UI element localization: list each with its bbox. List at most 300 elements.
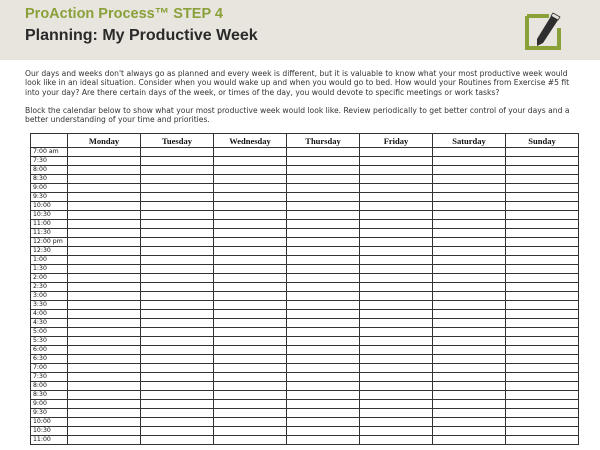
calendar-cell-friday[interactable] — [360, 400, 433, 409]
calendar-cell-tuesday[interactable] — [141, 247, 214, 256]
calendar-cell-sunday[interactable] — [506, 157, 579, 166]
time-slot-row — [31, 265, 579, 274]
calendar-cell-thursday[interactable] — [287, 247, 360, 256]
calendar-cell-tuesday[interactable] — [141, 175, 214, 184]
time-label: 3:30 — [31, 301, 68, 310]
calendar-cell-wednesday[interactable] — [214, 310, 287, 319]
calendar-cell-sunday[interactable] — [506, 328, 579, 337]
day-header-monday: Monday — [68, 134, 141, 148]
calendar-cell-saturday[interactable] — [433, 202, 506, 211]
calendar-cell-wednesday[interactable] — [214, 283, 287, 292]
calendar-cell-saturday[interactable] — [433, 229, 506, 238]
calendar-cell-saturday[interactable] — [433, 373, 506, 382]
calendar-cell-monday[interactable] — [68, 418, 141, 427]
time-slot-row — [31, 193, 579, 202]
calendar-cell-saturday[interactable] — [433, 256, 506, 265]
calendar-cell-monday[interactable] — [68, 283, 141, 292]
calendar-cell-monday[interactable] — [68, 292, 141, 301]
day-header-sunday: Sunday — [506, 134, 579, 148]
calendar-cell-wednesday[interactable] — [214, 184, 287, 193]
calendar-cell-monday[interactable] — [68, 346, 141, 355]
time-slot-row — [31, 355, 579, 364]
calendar-cell-thursday[interactable] — [287, 382, 360, 391]
calendar-cell-sunday[interactable] — [506, 310, 579, 319]
calendar-cell-tuesday[interactable] — [141, 400, 214, 409]
calendar-cell-thursday[interactable] — [287, 184, 360, 193]
calendar-cell-monday[interactable] — [68, 391, 141, 400]
calendar-cell-wednesday[interactable] — [214, 175, 287, 184]
calendar-cell-tuesday[interactable] — [141, 391, 214, 400]
calendar-cell-tuesday[interactable] — [141, 220, 214, 229]
calendar-cell-wednesday[interactable] — [214, 148, 287, 157]
calendar-cell-monday[interactable] — [68, 211, 141, 220]
time-label: 6:30 — [31, 355, 68, 364]
time-slot-row — [31, 427, 579, 436]
calendar-cell-sunday[interactable] — [506, 373, 579, 382]
calendar-cell-wednesday[interactable] — [214, 427, 287, 436]
calendar-cell-saturday[interactable] — [433, 436, 506, 445]
calendar-cell-wednesday[interactable] — [214, 436, 287, 445]
calendar-cell-friday[interactable] — [360, 274, 433, 283]
time-label: 10:00 — [31, 202, 68, 211]
calendar-cell-thursday[interactable] — [287, 148, 360, 157]
time-label: 10:30 — [31, 427, 68, 436]
time-slot-row — [31, 337, 579, 346]
calendar-cell-tuesday[interactable] — [141, 211, 214, 220]
calendar-cell-thursday[interactable] — [287, 346, 360, 355]
calendar-cell-friday[interactable] — [360, 193, 433, 202]
time-label: 9:00 — [31, 184, 68, 193]
calendar-cell-thursday[interactable] — [287, 427, 360, 436]
calendar-cell-friday[interactable] — [360, 328, 433, 337]
calendar-cell-saturday[interactable] — [433, 409, 506, 418]
calendar-cell-wednesday[interactable] — [214, 166, 287, 175]
calendar-cell-sunday[interactable] — [506, 301, 579, 310]
calendar-cell-thursday[interactable] — [287, 265, 360, 274]
time-slot-row — [31, 220, 579, 229]
calendar-header-row — [31, 134, 579, 148]
time-slot-row — [31, 175, 579, 184]
calendar-cell-sunday[interactable] — [506, 400, 579, 409]
day-header-wednesday: Wednesday — [214, 134, 287, 148]
calendar-cell-saturday[interactable] — [433, 283, 506, 292]
calendar-cell-monday[interactable] — [68, 382, 141, 391]
calendar-cell-tuesday[interactable] — [141, 346, 214, 355]
calendar-cell-saturday[interactable] — [433, 157, 506, 166]
calendar-cell-friday[interactable] — [360, 382, 433, 391]
time-label: 6:00 — [31, 346, 68, 355]
calendar-cell-friday[interactable] — [360, 148, 433, 157]
time-slot-row — [31, 247, 579, 256]
calendar-cell-thursday[interactable] — [287, 436, 360, 445]
calendar-cell-tuesday[interactable] — [141, 283, 214, 292]
calendar-cell-friday[interactable] — [360, 256, 433, 265]
time-slot-row — [31, 148, 579, 157]
time-label: 10:30 — [31, 211, 68, 220]
time-label: 8:00 — [31, 382, 68, 391]
calendar-cell-friday[interactable] — [360, 427, 433, 436]
time-label: 11:30 — [31, 229, 68, 238]
calendar-cell-wednesday[interactable] — [214, 364, 287, 373]
calendar-cell-monday[interactable] — [68, 157, 141, 166]
calendar-cell-thursday[interactable] — [287, 409, 360, 418]
time-label: 5:30 — [31, 337, 68, 346]
calendar-cell-monday[interactable] — [68, 274, 141, 283]
calendar-cell-friday[interactable] — [360, 202, 433, 211]
calendar-cell-friday[interactable] — [360, 391, 433, 400]
calendar-cell-friday[interactable] — [360, 184, 433, 193]
calendar-cell-friday[interactable] — [360, 166, 433, 175]
day-header-friday: Friday — [360, 134, 433, 148]
instructions-paragraph: Block the calendar below to show what your most productive week would look like. Review periodically to get better control of your days and a better understanding of your time and priorities. — [25, 106, 570, 125]
calendar-cell-wednesday[interactable] — [214, 337, 287, 346]
calendar-cell-tuesday[interactable] — [141, 364, 214, 373]
calendar-cell-thursday[interactable] — [287, 157, 360, 166]
calendar-cell-wednesday[interactable] — [214, 328, 287, 337]
calendar-cell-friday[interactable] — [360, 283, 433, 292]
calendar-cell-friday[interactable] — [360, 211, 433, 220]
calendar-cell-wednesday[interactable] — [214, 211, 287, 220]
calendar-cell-sunday[interactable] — [506, 184, 579, 193]
calendar-cell-saturday[interactable] — [433, 355, 506, 364]
calendar-cell-saturday[interactable] — [433, 310, 506, 319]
calendar-cell-wednesday[interactable] — [214, 346, 287, 355]
calendar-cell-thursday[interactable] — [287, 211, 360, 220]
calendar-cell-sunday[interactable] — [506, 418, 579, 427]
calendar-cell-tuesday[interactable] — [141, 229, 214, 238]
calendar-cell-tuesday[interactable] — [141, 355, 214, 364]
calendar-cell-tuesday[interactable] — [141, 310, 214, 319]
calendar-cell-thursday[interactable] — [287, 337, 360, 346]
calendar-cell-tuesday[interactable] — [141, 292, 214, 301]
calendar-cell-thursday[interactable] — [287, 220, 360, 229]
calendar-cell-sunday[interactable] — [506, 391, 579, 400]
calendar-cell-thursday[interactable] — [287, 391, 360, 400]
calendar-cell-tuesday[interactable] — [141, 157, 214, 166]
calendar-cell-friday[interactable] — [360, 355, 433, 364]
calendar-cell-thursday[interactable] — [287, 301, 360, 310]
time-slot-row — [31, 157, 579, 166]
weekly-calendar — [30, 133, 579, 445]
calendar-cell-monday[interactable] — [68, 436, 141, 445]
calendar-cell-monday[interactable] — [68, 148, 141, 157]
calendar-cell-thursday[interactable] — [287, 166, 360, 175]
calendar-cell-wednesday[interactable] — [214, 220, 287, 229]
calendar-cell-thursday[interactable] — [287, 328, 360, 337]
calendar-cell-sunday[interactable] — [506, 229, 579, 238]
calendar-cell-sunday[interactable] — [506, 166, 579, 175]
calendar-cell-friday[interactable] — [360, 436, 433, 445]
calendar-cell-saturday[interactable] — [433, 148, 506, 157]
calendar-cell-thursday[interactable] — [287, 364, 360, 373]
time-slot-row — [31, 418, 579, 427]
calendar-cell-monday[interactable] — [68, 427, 141, 436]
calendar-cell-monday[interactable] — [68, 193, 141, 202]
time-slot-row — [31, 202, 579, 211]
calendar-cell-sunday[interactable] — [506, 436, 579, 445]
calendar-cell-saturday[interactable] — [433, 427, 506, 436]
calendar-cell-saturday[interactable] — [433, 211, 506, 220]
calendar-cell-friday[interactable] — [360, 265, 433, 274]
calendar-cell-wednesday[interactable] — [214, 256, 287, 265]
time-slot-row — [31, 211, 579, 220]
calendar-cell-wednesday[interactable] — [214, 400, 287, 409]
calendar-cell-thursday[interactable] — [287, 310, 360, 319]
calendar-cell-sunday[interactable] — [506, 211, 579, 220]
calendar-cell-saturday[interactable] — [433, 166, 506, 175]
calendar-cell-friday[interactable] — [360, 247, 433, 256]
calendar-cell-sunday[interactable] — [506, 355, 579, 364]
calendar-cell-tuesday[interactable] — [141, 373, 214, 382]
calendar-cell-friday[interactable] — [360, 292, 433, 301]
calendar-cell-monday[interactable] — [68, 373, 141, 382]
calendar-cell-sunday[interactable] — [506, 409, 579, 418]
time-slot-row — [31, 292, 579, 301]
step-title: ProAction Process™ STEP 4 — [25, 6, 223, 22]
calendar-cell-wednesday[interactable] — [214, 274, 287, 283]
calendar-cell-thursday[interactable] — [287, 355, 360, 364]
calendar-cell-thursday[interactable] — [287, 229, 360, 238]
calendar-cell-thursday[interactable] — [287, 193, 360, 202]
calendar-cell-friday[interactable] — [360, 301, 433, 310]
calendar-cell-monday[interactable] — [68, 166, 141, 175]
calendar-cell-wednesday[interactable] — [214, 301, 287, 310]
time-label: 3:00 — [31, 292, 68, 301]
pencil-in-square-logo-icon — [523, 10, 563, 52]
calendar-cell-friday[interactable] — [360, 220, 433, 229]
calendar-cell-thursday[interactable] — [287, 238, 360, 247]
day-header-thursday: Thursday — [287, 134, 360, 148]
calendar-cell-tuesday[interactable] — [141, 436, 214, 445]
calendar-cell-saturday[interactable] — [433, 220, 506, 229]
calendar-cell-monday[interactable] — [68, 301, 141, 310]
calendar-cell-sunday[interactable] — [506, 265, 579, 274]
time-slot-row — [31, 373, 579, 382]
calendar-cell-saturday[interactable] — [433, 418, 506, 427]
calendar-cell-saturday[interactable] — [433, 400, 506, 409]
time-label: 5:00 — [31, 328, 68, 337]
calendar-cell-monday[interactable] — [68, 319, 141, 328]
calendar-cell-sunday[interactable] — [506, 247, 579, 256]
calendar-cell-wednesday[interactable] — [214, 382, 287, 391]
calendar-cell-tuesday[interactable] — [141, 274, 214, 283]
calendar-cell-saturday[interactable] — [433, 274, 506, 283]
calendar-cell-monday[interactable] — [68, 229, 141, 238]
time-label: 2:30 — [31, 283, 68, 292]
calendar-cell-sunday[interactable] — [506, 337, 579, 346]
calendar-cell-monday[interactable] — [68, 247, 141, 256]
time-slot-row — [31, 328, 579, 337]
time-slot-row — [31, 346, 579, 355]
calendar-cell-tuesday[interactable] — [141, 301, 214, 310]
calendar-cell-sunday[interactable] — [506, 238, 579, 247]
time-slot-row — [31, 184, 579, 193]
time-slot-row — [31, 364, 579, 373]
calendar-cell-tuesday[interactable] — [141, 184, 214, 193]
time-label: 12:00 pm — [31, 238, 68, 247]
calendar-body — [31, 148, 579, 445]
calendar-cell-friday[interactable] — [360, 310, 433, 319]
calendar-cell-thursday[interactable] — [287, 283, 360, 292]
calendar-cell-wednesday[interactable] — [214, 157, 287, 166]
calendar-cell-tuesday[interactable] — [141, 337, 214, 346]
calendar-cell-sunday[interactable] — [506, 346, 579, 355]
calendar-cell-tuesday[interactable] — [141, 319, 214, 328]
time-label: 7:30 — [31, 373, 68, 382]
calendar-cell-saturday[interactable] — [433, 193, 506, 202]
calendar-cell-friday[interactable] — [360, 409, 433, 418]
time-label: 1:30 — [31, 265, 68, 274]
calendar-cell-friday[interactable] — [360, 175, 433, 184]
time-label: 7:00 — [31, 364, 68, 373]
calendar-cell-sunday[interactable] — [506, 193, 579, 202]
calendar-cell-monday[interactable] — [68, 364, 141, 373]
calendar-cell-wednesday[interactable] — [214, 202, 287, 211]
intro-paragraph: Our days and weeks don't always go as planned and every week is different, but it is valuable to know what your most productive week would look like in an ideal situation. Consider when you would wake up and when you would go to bed. How would your Routines from Exercise #5 fit into your day? Are there certain days of the week, or times of the day, you would devote to specific meetings or work tasks? — [25, 69, 570, 97]
calendar-cell-wednesday[interactable] — [214, 292, 287, 301]
time-label: 8:00 — [31, 166, 68, 175]
calendar-cell-friday[interactable] — [360, 337, 433, 346]
calendar-cell-tuesday[interactable] — [141, 427, 214, 436]
calendar-cell-wednesday[interactable] — [214, 373, 287, 382]
time-label: 7:00 am — [31, 148, 68, 157]
time-label: 10:00 — [31, 418, 68, 427]
calendar-cell-tuesday[interactable] — [141, 238, 214, 247]
calendar-cell-saturday[interactable] — [433, 328, 506, 337]
calendar-cell-wednesday[interactable] — [214, 238, 287, 247]
calendar-cell-saturday[interactable] — [433, 382, 506, 391]
calendar-cell-wednesday[interactable] — [214, 355, 287, 364]
time-label: 11:00 — [31, 436, 68, 445]
time-slot-row — [31, 229, 579, 238]
calendar-cell-sunday[interactable] — [506, 292, 579, 301]
calendar-cell-sunday[interactable] — [506, 427, 579, 436]
calendar-cell-saturday[interactable] — [433, 292, 506, 301]
calendar-cell-monday[interactable] — [68, 184, 141, 193]
calendar-cell-thursday[interactable] — [287, 274, 360, 283]
calendar-cell-monday[interactable] — [68, 265, 141, 274]
calendar-cell-saturday[interactable] — [433, 238, 506, 247]
calendar-cell-wednesday[interactable] — [214, 247, 287, 256]
time-column-header — [31, 134, 68, 148]
calendar-cell-friday[interactable] — [360, 238, 433, 247]
calendar-cell-sunday[interactable] — [506, 220, 579, 229]
calendar-cell-wednesday[interactable] — [214, 265, 287, 274]
calendar-cell-friday[interactable] — [360, 346, 433, 355]
calendar-cell-friday[interactable] — [360, 418, 433, 427]
calendar-cell-saturday[interactable] — [433, 346, 506, 355]
time-label: 4:30 — [31, 319, 68, 328]
calendar-cell-tuesday[interactable] — [141, 418, 214, 427]
calendar-cell-monday[interactable] — [68, 256, 141, 265]
calendar-cell-tuesday[interactable] — [141, 328, 214, 337]
time-label: 9:00 — [31, 400, 68, 409]
day-header-saturday: Saturday — [433, 134, 506, 148]
day-header-tuesday: Tuesday — [141, 134, 214, 148]
calendar-cell-friday[interactable] — [360, 157, 433, 166]
calendar-cell-sunday[interactable] — [506, 148, 579, 157]
calendar-cell-saturday[interactable] — [433, 265, 506, 274]
calendar-cell-monday[interactable] — [68, 328, 141, 337]
calendar-cell-sunday[interactable] — [506, 364, 579, 373]
calendar-cell-sunday[interactable] — [506, 175, 579, 184]
calendar-cell-saturday[interactable] — [433, 364, 506, 373]
calendar-cell-thursday[interactable] — [287, 373, 360, 382]
calendar-cell-friday[interactable] — [360, 319, 433, 328]
time-label: 9:30 — [31, 409, 68, 418]
calendar-cell-thursday[interactable] — [287, 418, 360, 427]
time-label: 8:30 — [31, 391, 68, 400]
calendar-cell-saturday[interactable] — [433, 301, 506, 310]
calendar-cell-thursday[interactable] — [287, 292, 360, 301]
calendar-cell-tuesday[interactable] — [141, 382, 214, 391]
calendar-cell-tuesday[interactable] — [141, 166, 214, 175]
calendar-cell-tuesday[interactable] — [141, 265, 214, 274]
calendar-cell-monday[interactable] — [68, 355, 141, 364]
calendar-cell-tuesday[interactable] — [141, 256, 214, 265]
calendar-cell-tuesday[interactable] — [141, 148, 214, 157]
calendar-cell-monday[interactable] — [68, 220, 141, 229]
calendar-cell-saturday[interactable] — [433, 391, 506, 400]
time-slot-row — [31, 400, 579, 409]
calendar-cell-sunday[interactable] — [506, 283, 579, 292]
calendar-cell-tuesday[interactable] — [141, 409, 214, 418]
calendar-cell-wednesday[interactable] — [214, 418, 287, 427]
calendar-cell-friday[interactable] — [360, 364, 433, 373]
time-slot-row — [31, 301, 579, 310]
calendar-cell-monday[interactable] — [68, 238, 141, 247]
calendar-cell-wednesday[interactable] — [214, 409, 287, 418]
time-slot-row — [31, 274, 579, 283]
calendar-cell-monday[interactable] — [68, 409, 141, 418]
calendar-cell-saturday[interactable] — [433, 184, 506, 193]
time-label: 12:30 — [31, 247, 68, 256]
calendar-cell-tuesday[interactable] — [141, 193, 214, 202]
calendar-cell-thursday[interactable] — [287, 400, 360, 409]
calendar-cell-saturday[interactable] — [433, 175, 506, 184]
calendar-cell-saturday[interactable] — [433, 247, 506, 256]
calendar-cell-saturday[interactable] — [433, 337, 506, 346]
calendar-cell-sunday[interactable] — [506, 256, 579, 265]
calendar-cell-wednesday[interactable] — [214, 319, 287, 328]
calendar-cell-monday[interactable] — [68, 310, 141, 319]
page-title: Planning: My Productive Week — [25, 27, 258, 44]
time-label: 7:30 — [31, 157, 68, 166]
calendar-cell-friday[interactable] — [360, 229, 433, 238]
time-label: 11:00 — [31, 220, 68, 229]
calendar-cell-wednesday[interactable] — [214, 229, 287, 238]
calendar-cell-thursday[interactable] — [287, 175, 360, 184]
calendar-cell-monday[interactable] — [68, 337, 141, 346]
calendar-cell-monday[interactable] — [68, 202, 141, 211]
calendar-cell-sunday[interactable] — [506, 382, 579, 391]
calendar-cell-monday[interactable] — [68, 400, 141, 409]
calendar-cell-saturday[interactable] — [433, 319, 506, 328]
calendar-cell-wednesday[interactable] — [214, 391, 287, 400]
calendar-cell-sunday[interactable] — [506, 202, 579, 211]
calendar-cell-friday[interactable] — [360, 373, 433, 382]
calendar-cell-thursday[interactable] — [287, 256, 360, 265]
time-label: 4:00 — [31, 310, 68, 319]
calendar-cell-thursday[interactable] — [287, 319, 360, 328]
calendar-cell-thursday[interactable] — [287, 202, 360, 211]
calendar-cell-monday[interactable] — [68, 175, 141, 184]
time-slot-row — [31, 319, 579, 328]
calendar-cell-sunday[interactable] — [506, 319, 579, 328]
calendar-cell-wednesday[interactable] — [214, 193, 287, 202]
calendar-cell-sunday[interactable] — [506, 274, 579, 283]
calendar-cell-tuesday[interactable] — [141, 202, 214, 211]
